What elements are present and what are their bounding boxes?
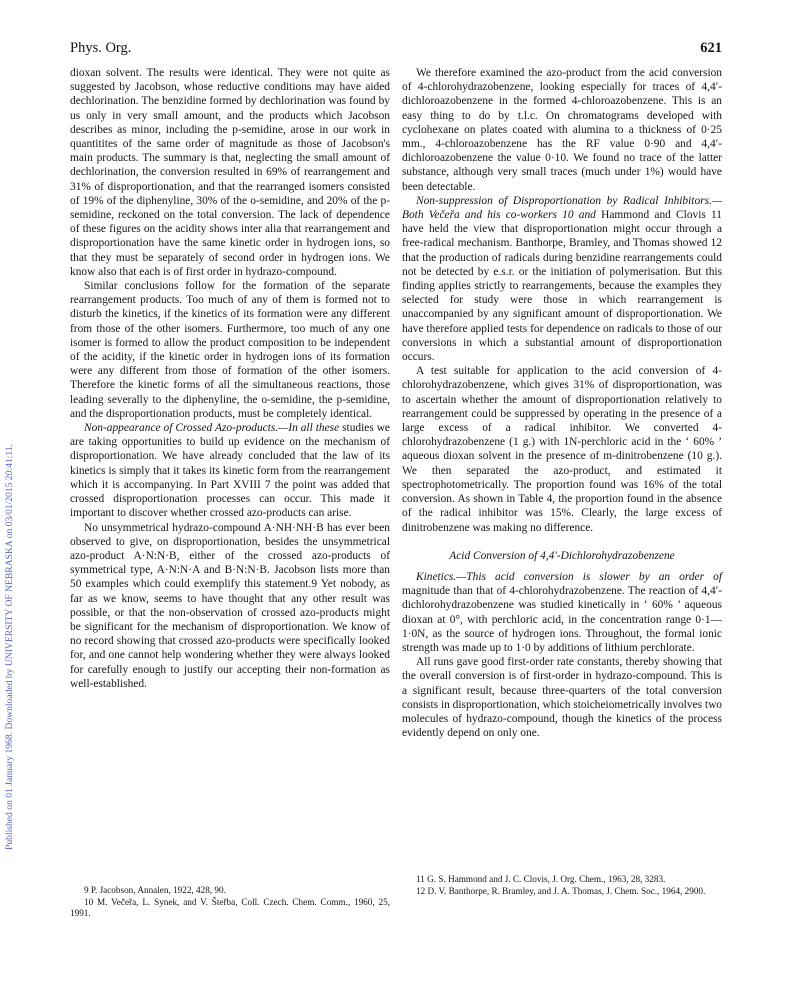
page-number: 621 [700,40,722,56]
footnote: 12 D. V. Banthorpe, R. Bramley, and J. A. Thomas, J. Chem. Soc., 1964, 2900. [416,885,706,896]
paragraph [402,570,722,655]
paragraph [402,194,722,364]
footnote: 9 P. Jacobson, Annalen, 1922, 428, 90. [84,885,226,895]
paragraph: No unsymmetrical hydrazo-compound A·NH·NH·B has ever been observed to give, on disproportionation, besides the unsymmetrical azo-product A·N:N·B, either of the crossed azo-products of symmetrical type, A·N:N·A and B·N:N·B. Jacobson lists more than 50 examples which could exemplify this statement.9 Yet nobody, as far as we know, seems to have thought that any other result was possible, or that the non-observation of crossed azo-products might be significant for the mechanism of disproportionation. We know of no record showing that crossed azo-products were specifically looked for, and one cannot help wondering whether they were always looked for carefully enough to justify our accepting their non-formation as well-established. [70,521,390,690]
paragraph-text: Hammond and Clovis 11 have held the view that disproportionation might occur through a free-radical mechanism. Banthorpe, Bramley, and Thomas showed 12 that the production of radicals during benzidine rearrangements could not be detected by e.s.r. or the initiation of polymerisation. But this finding applies strictly to rearrangements, because the examples they selected for study were those in which rearrangement is unaccompanied by any significant amount of disproportionation. We have therefore applied tests for dependence on radicals to those of our conversions in which a substantial amount of disproportionation occurs. [402,209,722,364]
paragraph: A test suitable for application to the acid conversion of 4-chlorohydrazobenzene, which gives 31% of disproportionation, was to ascertain whether the amount of disproportionation relatively to rearrangement could be suppressed by operating in the presence of a large excess of a radical inhibitor. We converted 4-chlorohydrazobenzene (1 g.) with 1N-perchloric acid in the ‘ 60% ’ aqueous dioxan solvent in the presence of m-dinitrobenzene (10 g.). We then separated the azo-product, and estimated it spectrophotometrically. The proportion found was 16% of the total conversion. As shown in Table 4, the proportion found in the absence of the radical inhibitor was 15%. Clearly, the large excess of dinitrobenzene was making no difference. [402,365,722,534]
runin-heading: Non-appearance of Crossed Azo-products.—In all these [84,422,340,435]
right-column [402,66,722,740]
paragraph [70,421,390,520]
footnotes-left [70,885,390,920]
footnotes-right [402,874,722,897]
paragraph: Similar conclusions follow for the formation of the separate rearrangement products. Too much of any of them is formed not to disturb the kinetics, if the kinetics of its formation were any different from those of the other isomers. Furthermore, too much of any one isomer is formed to allow the product composition to be independent of the acidity, if the kinetic order in hydrogen ions of its formation were any different from those of formation of the other isomers. Therefore the kinetic forms of all the simultaneous reactions, those leading severally to the diphenyline, the o-semidine, the p-semidine, and the disproportionation products, must be completely identical. [70,280,390,420]
section-heading: Acid Conversion of 4,4′-Dichlorohydrazobenzene [449,549,675,562]
left-column [70,66,390,691]
page-header [70,40,722,58]
paragraph: dioxan solvent. The results were identical. They were not quite as suggested by Jacobson, whose reductive conditions may have aided dechlorination. The benzidine formed by dechlorination was found by us only in very small amount, and the products which Jacobson describes as minor, including the p-semidine, arose in our work in quantitites of the same order of magnitude as those of Jacobson's main products. The summary is that, neglecting the small amount of dechlorination, the conversion resulted in 69% of rearrangement and 31% of disproportionation, and that the rearranged isomers consisted of 19% of the diphenyline, 30% of the o-semidine, and 20% of the p-semidine, reckoned on the total conversion. The lack of dependence of these figures on the acidity shows inter alia that rearrangement and disproportionation have the same kinetic order in hydrogen ions, so that they must be separately of second order in hydrogen ions. We know also that each is of first order in hydrazo-compound. [70,67,390,278]
paragraph-text: magnitude than that of 4-chlorohydrazobenzene. The reaction of 4,4′-dichlorohydrazobenzene was studied kinetically in ‘ 60% ’ aqueous dioxan at 0°, with perchloric acid, in the concentration range 0·1—1·0N, as the source of hydrogen ions. Throughout, the formal ionic strength was made up to 1·0 by additions of lithium perchlorate. [402,585,722,654]
paragraph-text: studies we are taking opportunities to build up evidence on the mechanism of disproportionation. We have already concluded that the law of its kinetics is simply that it takes its kinetic form from the rearrangement which it is accompanying. In Part XVIII 7 the point was added that crossed disproportionation processes can occur. This made it important to discover whether crossed azo-products can arise. [70,422,390,520]
footnote: 11 G. S. Hammond and J. C. Clovis, J. Org. Chem., 1963, 28, 3283. [416,874,666,884]
download-watermark [2,150,16,850]
footnote: 10 M. Večeřa, L. Synek, and V. Šteřba, Coll. Czech. Chem. Comm., 1960, 25, 1991. [70,896,390,918]
runin-heading: Kinetics.—This acid conversion is slower by an order of [416,570,722,583]
download-watermark-text: Published on 01 January 1968. Downloaded by UNIVERSITY OF NEBRASKA on 03/01/2015 20:41:11. [4,444,15,850]
paragraph: We therefore examined the azo-product from the acid conversion of 4-chlorohydrazobenzene, looking especially for traces of 4,4′-dichloroazobenzene in the formed 4-chloroazobenzene. This is an easy thing to do by t.l.c. On chromatograms developed with cyclohexane on plates coated with alumina to a thickness of 0·25 mm., 4-chloroazobenzene has the RF value 0·90 and 4,4′-dichloroazobenzene the value 0·10. We found no trace of the latter substance, although very small traces (much under 1%) would have been detectable. [402,67,722,193]
journal-name: Phys. Org. [70,40,132,56]
paragraph: All runs gave good first-order rate constants, thereby showing that the overall conversion is of first-order in hydrazo-compound. This is a significant result, because three-quarters of the total conversion consists in disproportionation, which stoicheiometrically involves two molecules of hydrazo-compound, though the kinetics of the process evidently depend on only one. [402,656,722,740]
runin-heading: Non-suppression of Disproportionation by Radical Inhibitors.—Both Večeřa and his co-workers 10 and [402,194,722,222]
